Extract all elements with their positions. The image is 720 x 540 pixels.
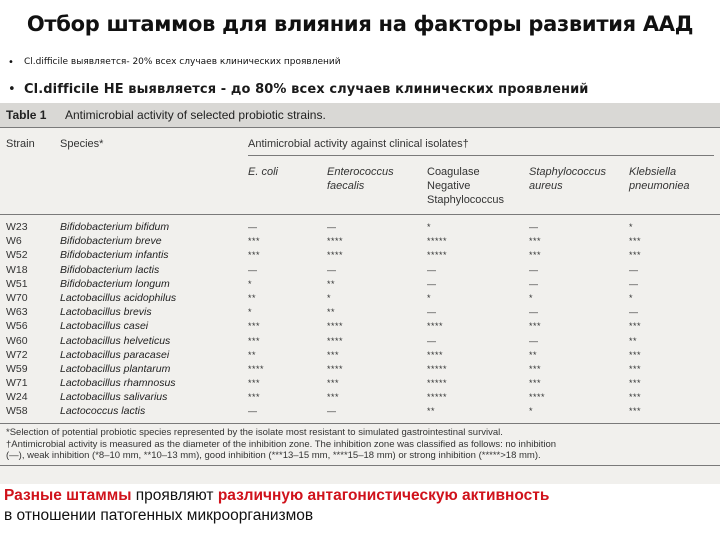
cell-activity: ****: [248, 363, 265, 374]
cell-activity: ***: [248, 250, 261, 261]
cell-activity: —: [248, 264, 258, 275]
cell-activity: ***: [327, 392, 340, 403]
conclusion-highlight: различную антагонистическую активность: [217, 487, 550, 504]
cell-activity: *****: [427, 250, 448, 261]
table-body: [0, 220, 720, 419]
cell-activity: **: [327, 307, 336, 318]
cell-activity: —: [427, 307, 437, 318]
cell-activity: —: [629, 278, 639, 289]
conclusion-plain: проявляют: [131, 487, 218, 504]
table-row: [0, 334, 720, 348]
table-row: [0, 404, 720, 418]
cell-activity: —: [529, 264, 539, 275]
cell-species: Lactobacillus plantarum: [60, 362, 171, 375]
cell-activity: ***: [327, 378, 340, 389]
cell-strain: W51: [6, 277, 28, 290]
bullet-item: [8, 52, 718, 72]
table-row: [0, 277, 720, 291]
table-divider: [0, 127, 720, 128]
bullet-text: Cl.difficile выявляется- 20% всех случаев клинических проявлений: [24, 57, 341, 67]
cell-activity: *: [427, 222, 432, 232]
table-footnotes: [6, 427, 714, 462]
cell-activity: ****: [427, 349, 444, 360]
header-col-kpneumoniea: Klebsiella pneumoniea: [629, 166, 690, 192]
table-row: [0, 390, 720, 404]
cell-activity: —: [529, 278, 539, 289]
header-col-ecoli: E. coli: [248, 166, 278, 178]
cell-activity: —: [327, 406, 337, 417]
cell-activity: —: [427, 335, 437, 346]
cell-activity: ****: [327, 363, 344, 374]
cell-activity: *****: [427, 236, 448, 247]
cell-activity: *****: [427, 392, 448, 403]
cell-activity: ***: [529, 321, 542, 332]
cell-species: Lactobacillus brevis: [60, 306, 152, 319]
table-row: [0, 220, 720, 234]
cell-activity: —: [529, 335, 539, 346]
table-caption-bar: [0, 103, 720, 127]
cell-activity: ***: [248, 335, 261, 346]
table-row: [0, 376, 720, 390]
cell-activity: —: [248, 222, 258, 232]
table-caption: Antimicrobial activity of selected probiotic strains.: [65, 108, 326, 122]
cell-strain: W63: [6, 306, 28, 319]
header-species: Species*: [60, 138, 104, 150]
cell-species: Bifidobacterium infantis: [60, 249, 169, 262]
table-row: [0, 234, 720, 248]
slide-title: Отбор штаммов для влияния на факторы развития ААД: [26, 12, 694, 36]
table-row: [0, 319, 720, 333]
bullet-marker: •: [8, 81, 16, 97]
table-divider: [0, 214, 720, 215]
cell-strain: W24: [6, 391, 28, 404]
cell-activity: —: [427, 264, 437, 275]
cell-activity: ***: [629, 321, 642, 332]
cell-species: Bifidobacterium lactis: [60, 263, 160, 276]
bullet-list: [8, 52, 718, 102]
table-label: Table 1: [6, 108, 47, 122]
footnote-line: †Antimicrobial activity is measured as the diameter of the inhibition zone. The inhibition zone was classified as follows: no inhibition: [6, 438, 557, 450]
cell-species: Bifidobacterium breve: [60, 235, 162, 248]
cell-activity: *****: [427, 363, 448, 374]
cell-strain: W60: [6, 334, 28, 347]
cell-activity: **: [327, 278, 336, 289]
conclusion-text: [4, 486, 718, 526]
cell-activity: ***: [529, 236, 542, 247]
cell-strain: W56: [6, 320, 28, 333]
cell-activity: **: [248, 349, 257, 360]
cell-species: Lactococcus lactis: [60, 405, 146, 418]
header-subdivider: [248, 155, 714, 156]
cell-activity: ***: [248, 236, 261, 247]
cell-activity: ****: [327, 250, 344, 261]
cell-activity: ***: [248, 392, 261, 403]
table-row: [0, 348, 720, 362]
table-row: [0, 248, 720, 262]
table-row: [0, 263, 720, 277]
cell-activity: ***: [629, 378, 642, 389]
cell-activity: ***: [248, 378, 261, 389]
cell-activity: —: [248, 406, 258, 417]
cell-activity: ***: [529, 363, 542, 374]
cell-activity: ***: [629, 392, 642, 403]
cell-species: Lactobacillus paracasei: [60, 348, 170, 361]
cell-activity: —: [629, 307, 639, 318]
cell-activity: ****: [327, 236, 344, 247]
cell-activity: ****: [327, 335, 344, 346]
cell-activity: —: [629, 264, 639, 275]
table-row: [0, 291, 720, 305]
cell-activity: —: [327, 264, 337, 275]
cell-activity: —: [327, 222, 337, 232]
cell-activity: *: [427, 292, 432, 303]
cell-strain: W58: [6, 405, 28, 418]
cell-species: Lactobacillus salivarius: [60, 391, 168, 404]
cell-activity: *: [327, 292, 332, 303]
cell-strain: W71: [6, 377, 28, 390]
header-col-saureus: Staphylococcus aureus: [529, 166, 607, 192]
cell-strain: W52: [6, 249, 28, 262]
conclusion-highlight: Разные штаммы: [4, 487, 132, 504]
header-activity: Antimicrobial activity against clinical isolates†: [248, 138, 469, 150]
cell-strain: W59: [6, 362, 28, 375]
cell-activity: ***: [629, 406, 642, 417]
cell-activity: ***: [248, 321, 261, 332]
conclusion-plain: в отношении патогенных микроорганизмов: [4, 507, 314, 524]
cell-species: Lactobacillus helveticus: [60, 334, 171, 347]
cell-activity: ***: [629, 363, 642, 374]
cell-activity: *: [529, 292, 534, 303]
bullet-text: Cl.difficile НЕ выявляется - до 80% всех случаев клинических проявлений: [24, 81, 589, 97]
footnote-line: *Selection of potential probiotic species represented by the isolate most resistant to simulated gastrointestinal survival.: [6, 427, 503, 438]
cell-activity: ***: [629, 349, 642, 360]
cell-activity: *****: [427, 378, 448, 389]
cell-activity: **: [529, 349, 538, 360]
cell-activity: —: [427, 278, 437, 289]
cell-activity: *: [629, 222, 634, 232]
cell-strain: W72: [6, 348, 28, 361]
cell-species: Bifidobacterium longum: [60, 277, 170, 290]
header-col-cons: Coagulase Negative Staphylococcus: [427, 166, 505, 206]
cell-activity: ***: [629, 250, 642, 261]
bullet-item: [8, 76, 718, 102]
cell-activity: *: [248, 307, 253, 318]
cell-species: Lactobacillus casei: [60, 320, 149, 333]
cell-activity: ***: [529, 378, 542, 389]
cell-activity: ****: [427, 321, 444, 332]
cell-activity: *: [629, 292, 634, 303]
bullet-marker: •: [8, 56, 14, 68]
antimicrobial-table: [0, 103, 720, 484]
footnote-line: (—), weak inhibition (*8–10 mm, **10–13 mm), good inhibition (***13–15 mm, ****15–18 mm) or strong inhibition (*****>18 mm).: [6, 450, 541, 461]
cell-activity: *: [529, 406, 534, 417]
cell-species: Bifidobacterium bifidum: [60, 221, 170, 233]
cell-activity: ***: [629, 236, 642, 247]
table-divider: [0, 423, 720, 424]
cell-activity: ****: [529, 392, 546, 403]
cell-species: Lactobacillus rhamnosus: [60, 377, 176, 390]
cell-activity: ****: [327, 321, 344, 332]
cell-activity: ***: [529, 250, 542, 261]
cell-strain: W70: [6, 291, 28, 304]
cell-strain: W6: [6, 235, 22, 248]
cell-strain: W23: [6, 221, 28, 233]
header-col-efaecalis: Enterococcus faecalis: [327, 166, 394, 192]
cell-activity: —: [529, 307, 539, 318]
cell-activity: ***: [327, 349, 340, 360]
cell-strain: W18: [6, 263, 28, 276]
cell-activity: **: [629, 335, 638, 346]
cell-activity: **: [248, 292, 257, 303]
cell-activity: —: [529, 222, 539, 232]
table-row: [0, 305, 720, 319]
table-divider: [0, 465, 720, 466]
header-strain: Strain: [6, 138, 35, 150]
table-row: [0, 362, 720, 376]
cell-species: Lactobacillus acidophilus: [60, 291, 177, 304]
cell-activity: *: [248, 278, 253, 289]
cell-activity: **: [427, 406, 436, 417]
